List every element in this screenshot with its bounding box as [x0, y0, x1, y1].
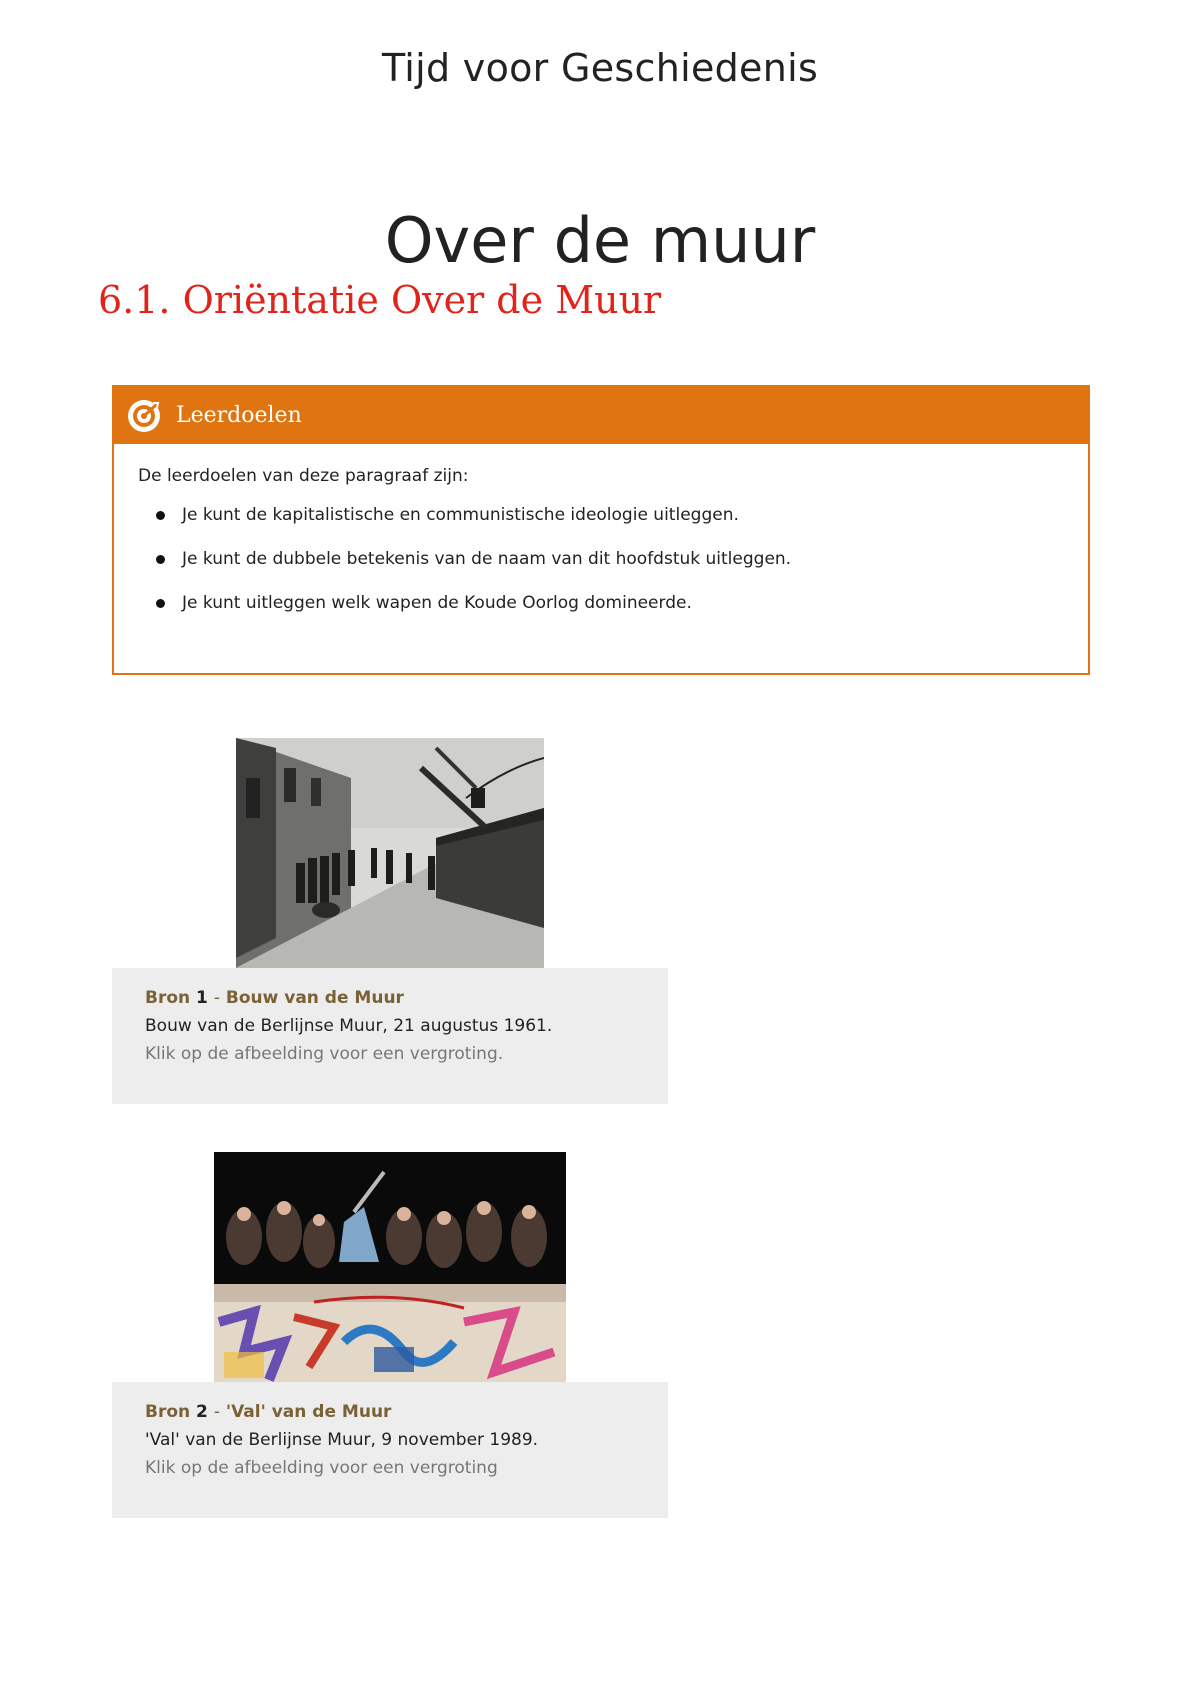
learning-goal-item: Je kunt de dubbele betekenis van de naam van dit hoofdstuk uitleggen. — [138, 548, 1088, 592]
wall-fall-photo[interactable] — [214, 1152, 566, 1382]
source-title-2 — [145, 1402, 636, 1422]
learning-goal-item: Je kunt uitleggen welk wapen de Koude Oorlog domineerde. — [138, 592, 1088, 636]
source-label: Bron — [145, 988, 191, 1008]
learning-goals-heading: Leerdoelen — [176, 403, 302, 428]
source-hint-2: Klik op de afbeelding voor een vergroting — [145, 1458, 498, 1478]
learning-goals-list — [138, 504, 1088, 636]
section-title: 6.1. Oriëntatie Over de Muur — [98, 278, 662, 322]
learning-goals-intro: De leerdoelen van deze paragraaf zijn: — [138, 466, 469, 486]
source-number: 1 — [196, 988, 208, 1008]
chapter-title: Over de muur — [384, 204, 816, 277]
source-figure-2 — [112, 1152, 668, 1518]
source-separator: - — [213, 988, 220, 1008]
learning-goals-box — [112, 385, 1090, 675]
source-separator: - — [213, 1402, 220, 1422]
source-caption-1 — [112, 968, 668, 1104]
source-caption-2 — [112, 1382, 668, 1518]
site-title: Tijd voor Geschiedenis — [381, 46, 819, 90]
wall-construction-photo[interactable] — [236, 738, 544, 968]
learning-goals-header — [114, 387, 1088, 444]
target-icon — [126, 398, 162, 434]
source-hint-1: Klik op de afbeelding voor een vergroting. — [145, 1044, 504, 1064]
source-figure-1 — [112, 738, 668, 1104]
source-title-text: Bouw van de Muur — [225, 988, 404, 1008]
learning-goal-item: Je kunt de kapitalistische en communistische ideologie uitleggen. — [138, 504, 1088, 548]
source-title-1 — [145, 988, 636, 1008]
learning-goals-body — [114, 444, 1088, 636]
source-description-1: Bouw van de Berlijnse Muur, 21 augustus 1961. — [145, 1016, 553, 1036]
source-label: Bron — [145, 1402, 191, 1422]
source-description-2: 'Val' van de Berlijnse Muur, 9 november 1989. — [145, 1430, 539, 1450]
source-title-text: 'Val' van de Muur — [225, 1402, 392, 1422]
source-number: 2 — [196, 1402, 208, 1422]
